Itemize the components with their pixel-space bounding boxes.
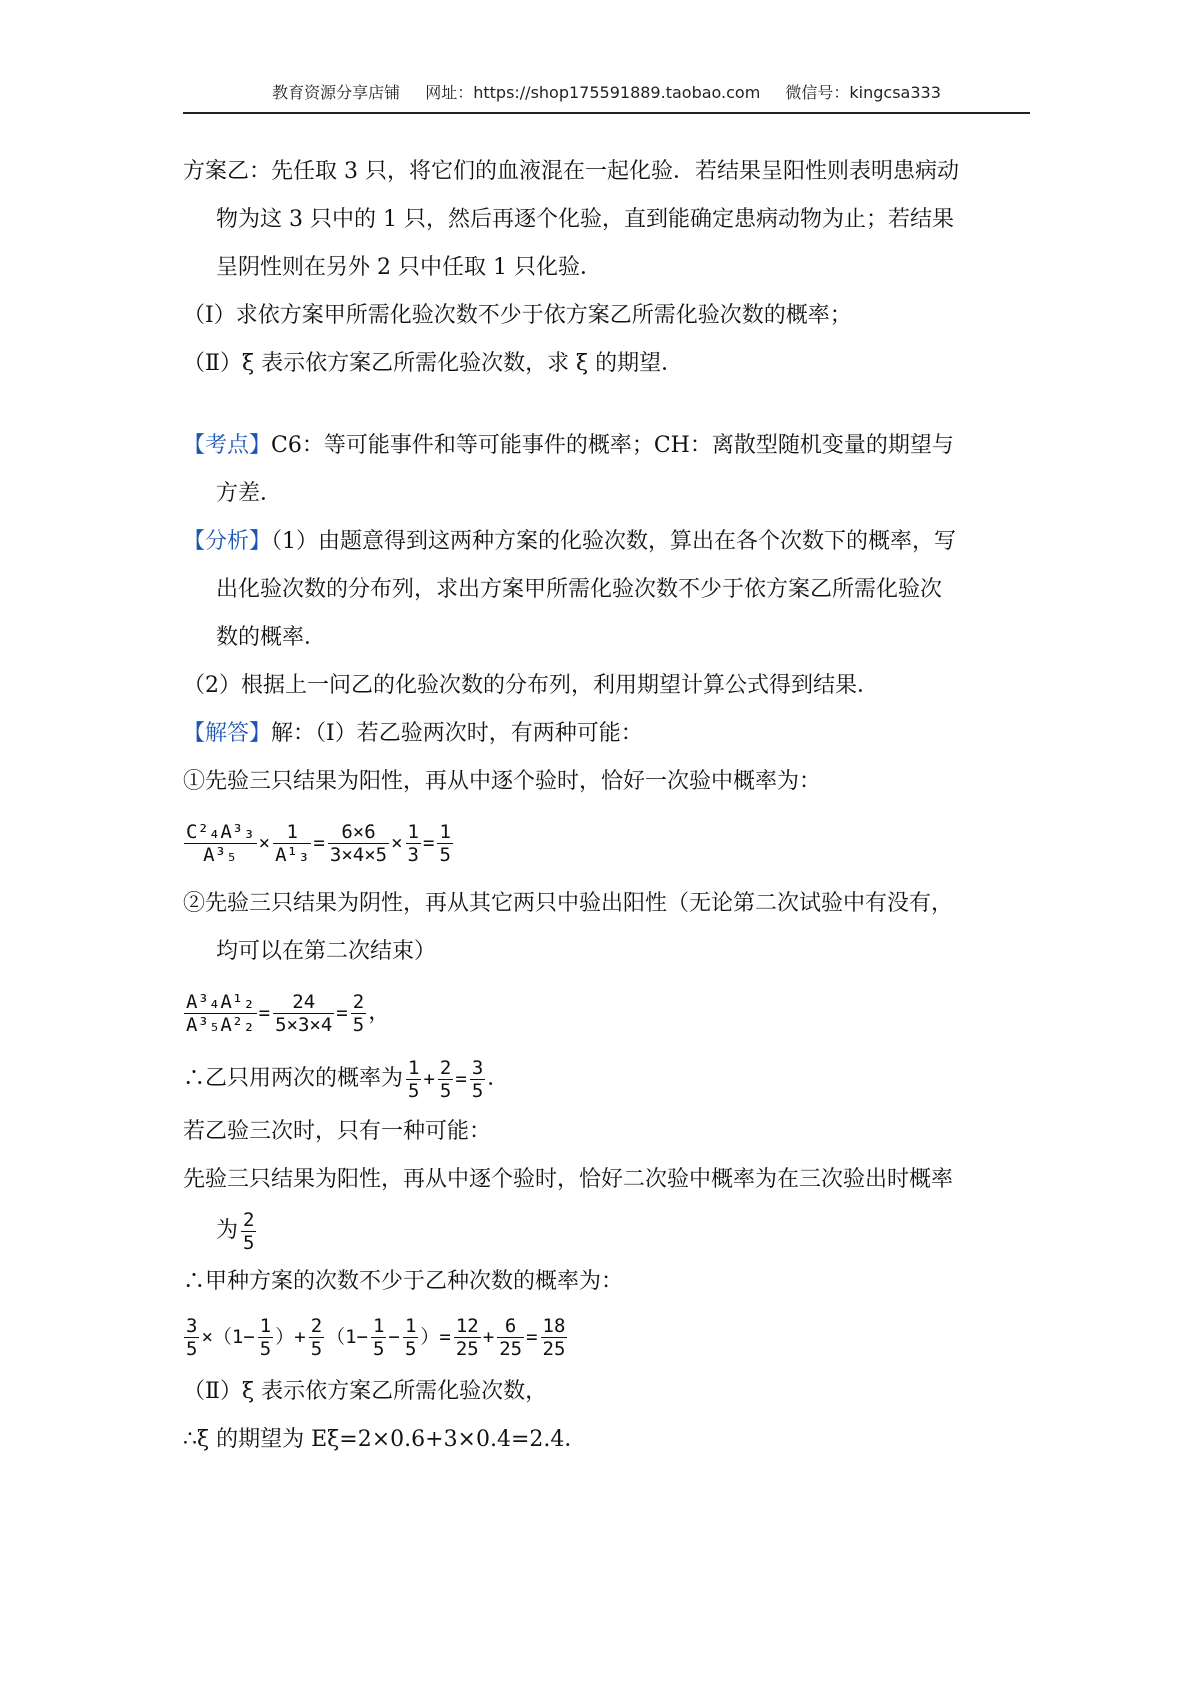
jieda-line (183, 710, 1043, 758)
fraction: $\frac{1}{5}$ (259, 1314, 272, 1360)
fraction: $\frac{2}{5}$ (352, 990, 365, 1036)
fraction: $\frac{24}{5\times 3\times 4}$ (275, 990, 333, 1036)
wechat-id: 微信号：kingcsa333 (785, 83, 941, 102)
fraction: $\frac{2}{5}$ (439, 1056, 452, 1102)
fraction: $\frac{3}{5}$ (186, 1314, 198, 1360)
document-body (183, 148, 1043, 1464)
fraction: $\frac{6}{25}$ (499, 1314, 523, 1360)
fraction: $\frac{1}{\text{A¹₃}}$ (275, 820, 310, 866)
fenxi-line: （2）根据上一问乙的化验次数的分布列，利用期望计算公式得到结果． (183, 673, 879, 698)
fenxi-text: （1）由题意得到这两种方案的化验次数，算出在各个次数下的概率，写 (271, 529, 957, 554)
formula-5: $\frac{3}{5}$ ×（1− $\frac{1}{5}$ ）+ $\frac{2}{5}$ （1− $\frac{1}{5}$ − $\frac{1}{5}$ ）= $\frac{12}{25}$ + $\frac{6}{25}$ = $\frac{18}{25}$ (186, 1314, 566, 1360)
fenxi-line: 出化验次数的分布列，求出方案甲所需化验次数不少于依方案乙所需化验次 (216, 577, 943, 602)
fraction: $\frac{6\times 6}{3\times 4\times 5}$ (329, 820, 388, 866)
fraction: $\frac{12}{25}$ (455, 1314, 479, 1360)
kaodian-line (183, 422, 1043, 470)
jieda-line: 先验三只结果为阳性，再从中逐个验时，恰好二次验中概率为在三次验出时概率 (183, 1167, 954, 1192)
plan-b-line: 呈阴性则在另外 2 只中任取 1 只化验． (216, 255, 602, 280)
kaodian-tag: 【考点】 (183, 433, 272, 458)
formula-2: $\frac{\text{A³₄A¹₂}}{\text{A³₅A²₂}}$ = $\frac{24}{5\times 3\times 4}$ = $\frac{2}{5}$ ， (186, 990, 391, 1036)
kaodian-line: 方差． (216, 481, 283, 506)
jieda-line: ∴甲种方案的次数不少于乙种次数的概率为： (183, 1269, 624, 1294)
fraction: $\frac{2}{5}$ (310, 1314, 323, 1360)
fraction: $\frac{\text{C²₄A³₃}}{\text{A³₅}}$ (186, 820, 255, 866)
jieda-line: 若乙验三次时，只有一种可能： (183, 1119, 492, 1144)
jieda-line: ①先验三只结果为阳性，再从中逐个验时，恰好一次验中概率为： (183, 769, 822, 794)
fraction: $\frac{18}{25}$ (542, 1314, 566, 1360)
formula-3-line: ∴乙只用两次的概率为 $\frac{1}{5}$ + $\frac{2}{5}$ = $\frac{3}{5}$ ． (183, 1056, 510, 1102)
formula-4-line: 为 $\frac{2}{5}$ (216, 1208, 255, 1254)
question-2: （Ⅱ）ξ 表示依方案乙所需化验次数，求 ξ 的期望． (183, 351, 684, 376)
fraction: $\frac{1}{5}$ (439, 820, 451, 866)
kaodian-text: C6：等可能事件和等可能事件的概率；CH：离散型随机变量的期望与 (271, 433, 954, 458)
jieda-tag: 【解答】 (183, 721, 272, 746)
jieda-line: ∴ξ 的期望为 Eξ=2×0.6+3×0.4=2.4． (183, 1427, 587, 1452)
jieda-line: 均可以在第二次结束） (216, 939, 437, 964)
question-1: （Ⅰ）求依方案甲所需化验次数不少于依方案乙所需化验次数的概率； (183, 303, 852, 328)
formula-1: $\frac{\text{C²₄A³₃}}{\text{A³₅}}$ × $\frac{1}{\text{A¹₃}}$ = $\frac{6\times 6}{3\times 4\times 5}$ × $\frac{1}{3}$ = $\frac{1}{5}$ (186, 820, 451, 866)
fraction: $\frac{3}{5}$ (471, 1056, 484, 1102)
page-header (183, 80, 1030, 114)
jieda-line: ②先验三只结果为阴性，再从其它两只中验出阳性（无论第二次试验中有没有， (183, 891, 954, 916)
fenxi-line: 数的概率． (216, 625, 327, 650)
jieda-text: 解：（Ⅰ）若乙验两次时，有两种可能： (271, 721, 643, 746)
plan-b-line: 物为这 3 只中的 1 只，然后再逐个化验，直到能确定患病动物为止；若结果 (216, 207, 954, 232)
jieda-line: （Ⅱ）ξ 表示依方案乙所需化验次数， (183, 1379, 548, 1404)
shop-name: 教育资源分享店铺 (272, 83, 401, 102)
fenxi-tag: 【分析】 (183, 529, 272, 554)
shop-url[interactable]: 网址：https://shop175591889.taobao.com (425, 83, 761, 102)
fraction: $\frac{1}{5}$ (408, 1056, 420, 1102)
fenxi-line (183, 518, 1043, 566)
fraction: $\frac{\text{A³₄A¹₂}}{\text{A³₅A²₂}}$ (186, 990, 255, 1036)
fraction: $\frac{1}{5}$ (373, 1314, 385, 1360)
plan-b-line: 方案乙：先任取 3 只，将它们的血液混在一起化验．若结果呈阳性则表明患病动 (183, 159, 959, 184)
fraction: $\frac{2}{5}$ (243, 1208, 255, 1254)
fraction: $\frac{1}{3}$ (407, 820, 419, 866)
fraction: $\frac{1}{5}$ (404, 1314, 417, 1360)
